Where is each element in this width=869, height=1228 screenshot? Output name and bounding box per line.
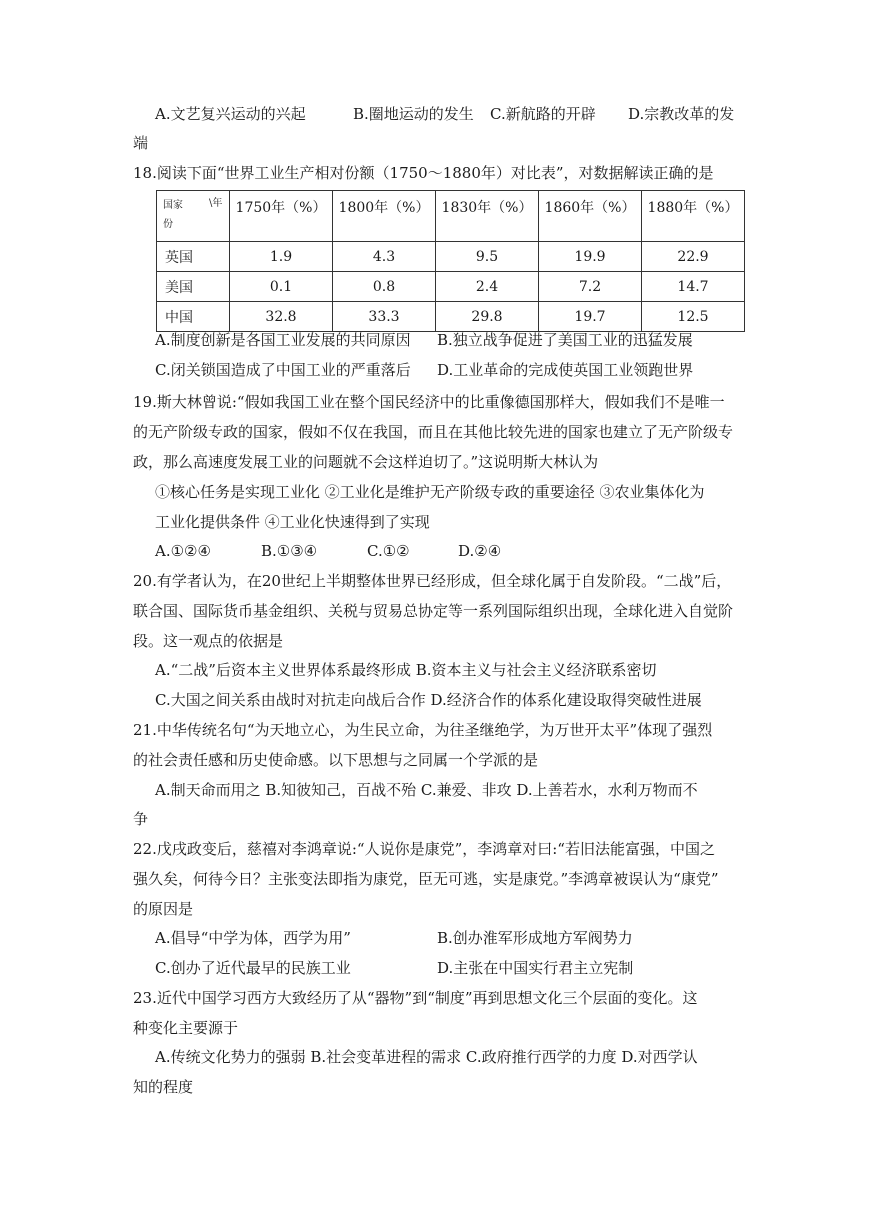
q23-options-line: A.传统文化势力的强弱 B.社会变革进程的需求 C.政府推行西学的力度 D.对西学认 xyxy=(155,1048,698,1066)
q17-option-c: C.新航路的开辟 xyxy=(490,105,596,123)
year-header: 1860年（%） xyxy=(539,191,642,242)
value-cell: 4.3 xyxy=(333,242,436,272)
value-cell: 2.4 xyxy=(436,272,539,302)
value-cell: 19.7 xyxy=(539,302,642,332)
table-row xyxy=(157,242,745,272)
year-header: 1800年（%） xyxy=(333,191,436,242)
q18-option-a: A.制度创新是各国工业发展的共同原因 xyxy=(155,331,411,349)
q19-option-b: B.①③④ xyxy=(261,542,318,560)
q22-option-b: B.创办淮军形成地方军阀势力 xyxy=(437,929,633,947)
q19-stem-line: 政，那么高速度发展工业的问题就不会这样迫切了。”这说明斯大林认为 xyxy=(133,453,599,471)
value-cell: 29.8 xyxy=(436,302,539,332)
q23-continuation: 知的程度 xyxy=(133,1078,194,1096)
q23-stem-line: 23.近代中国学习西方大致经历了从“器物”到“制度”再到思想文化三个层面的变化。这 xyxy=(133,989,698,1007)
q18-option-b: B.独立战争促进了美国工业的迅猛发展 xyxy=(437,331,693,349)
q19-items-line: 工业化提供条件 ④工业化快速得到了实现 xyxy=(155,513,430,531)
q19-option-c: C.①② xyxy=(367,542,410,560)
value-cell: 7.2 xyxy=(539,272,642,302)
value-cell: 9.5 xyxy=(436,242,539,272)
value-cell: 14.7 xyxy=(642,272,745,302)
value-cell: 0.1 xyxy=(230,272,333,302)
q19-option-a: A.①②④ xyxy=(155,542,211,560)
year-header: 1750年（%） xyxy=(230,191,333,242)
q22-stem-line: 的原因是 xyxy=(133,900,194,918)
q23-stem-line: 种变化主要源于 xyxy=(133,1019,239,1037)
country-cell: 英国 xyxy=(157,242,230,272)
table-row xyxy=(157,272,745,302)
country-cell: 中国 xyxy=(157,302,230,332)
value-cell: 1.9 xyxy=(230,242,333,272)
q17-option-b: B.圈地运动的发生 xyxy=(353,105,474,123)
q19-stem-line: 的无产阶级专政的国家，假如不仅在我国，而且在其他比较先进的国家也建立了无产阶级专 xyxy=(133,423,734,441)
q21-stem-line: 21.中华传统名句“为天地立心，为生民立命，为往圣继绝学，为万世开太平”体现了强烈 xyxy=(133,721,713,739)
q20-options-line: A.“二战”后资本主义世界体系最终形成 B.资本主义与社会主义经济联系密切 xyxy=(155,661,657,679)
corner-label-bottom: 份 xyxy=(163,219,173,230)
table-header-row xyxy=(157,191,745,242)
value-cell: 12.5 xyxy=(642,302,745,332)
q22-stem-line: 22.戊戌政变后，慈禧对李鸿章说:“人说你是康党”，李鸿章对曰:“若旧法能富强，中国之 xyxy=(133,840,715,858)
q17-continuation: 端 xyxy=(133,134,149,152)
value-cell: 19.9 xyxy=(539,242,642,272)
corner-label-top: 国家 xyxy=(163,200,183,211)
q17-option-a: A.文艺复兴运动的兴起 xyxy=(155,105,306,123)
corner-label-right: \年 xyxy=(209,198,223,209)
value-cell: 33.3 xyxy=(333,302,436,332)
q22-option-c: C.创办了近代最早的民族工业 xyxy=(155,959,351,977)
q22-option-d: D.主张在中国实行君主立宪制 xyxy=(437,959,634,977)
value-cell: 22.9 xyxy=(642,242,745,272)
q19-items-line: ①核心任务是实现工业化 ②工业化是维护无产阶级专政的重要途径 ③农业集体化为 xyxy=(155,483,705,501)
q18-option-d: D.工业革命的完成使英国工业领跑世界 xyxy=(437,361,694,379)
year-header: 1880年（%） xyxy=(642,191,745,242)
value-cell: 0.8 xyxy=(333,272,436,302)
q20-stem-line: 段。这一观点的依据是 xyxy=(133,632,284,650)
q21-stem-line: 的社会责任感和历史使命感。以下思想与之同属一个学派的是 xyxy=(133,751,539,769)
q20-stem-line: 20.有学者认为，在20世纪上半期整体世界已经形成，但全球化属于自发阶段。“二战”后， xyxy=(133,572,732,590)
q22-option-a: A.倡导“中学为体，西学为用” xyxy=(155,929,351,947)
industry-share-table xyxy=(156,190,745,332)
country-cell: 美国 xyxy=(157,272,230,302)
q18-option-c: C.闭关锁国造成了中国工业的严重落后 xyxy=(155,361,411,379)
q22-stem-line: 强久矣，何待今日？主张变法即指为康党，臣无可逃，实是康党。”李鸿章被误认为“康党” xyxy=(133,870,719,888)
q20-stem-line: 联合国、国际货币基金组织、关税与贸易总协定等一系列国际组织出现，全球化进入自觉阶 xyxy=(133,602,734,620)
table-row xyxy=(157,302,745,332)
q21-continuation: 争 xyxy=(133,810,149,828)
year-header: 1830年（%） xyxy=(436,191,539,242)
q19-stem-line: 19.斯大林曾说:“假如我国工业在整个国民经济中的比重像德国那样大，假如我们不是唯一 xyxy=(133,393,725,411)
q18-stem: 18.阅读下面“世界工业生产相对份额（1750～1880年）对比表”，对数据解读正确的是 xyxy=(133,164,714,182)
q21-options-line: A.制天命而用之 B.知彼知己，百战不殆 C.兼爱、非攻 D.上善若水，水利万物而不 xyxy=(155,781,698,799)
q19-option-d: D.②④ xyxy=(458,542,502,560)
q20-options-line: C.大国之间关系由战时对抗走向战后合作 D.经济合作的体系化建设取得突破性进展 xyxy=(155,691,702,709)
value-cell: 32.8 xyxy=(230,302,333,332)
q17-option-d: D.宗教改革的发 xyxy=(628,105,735,123)
table-corner-cell xyxy=(157,191,230,242)
